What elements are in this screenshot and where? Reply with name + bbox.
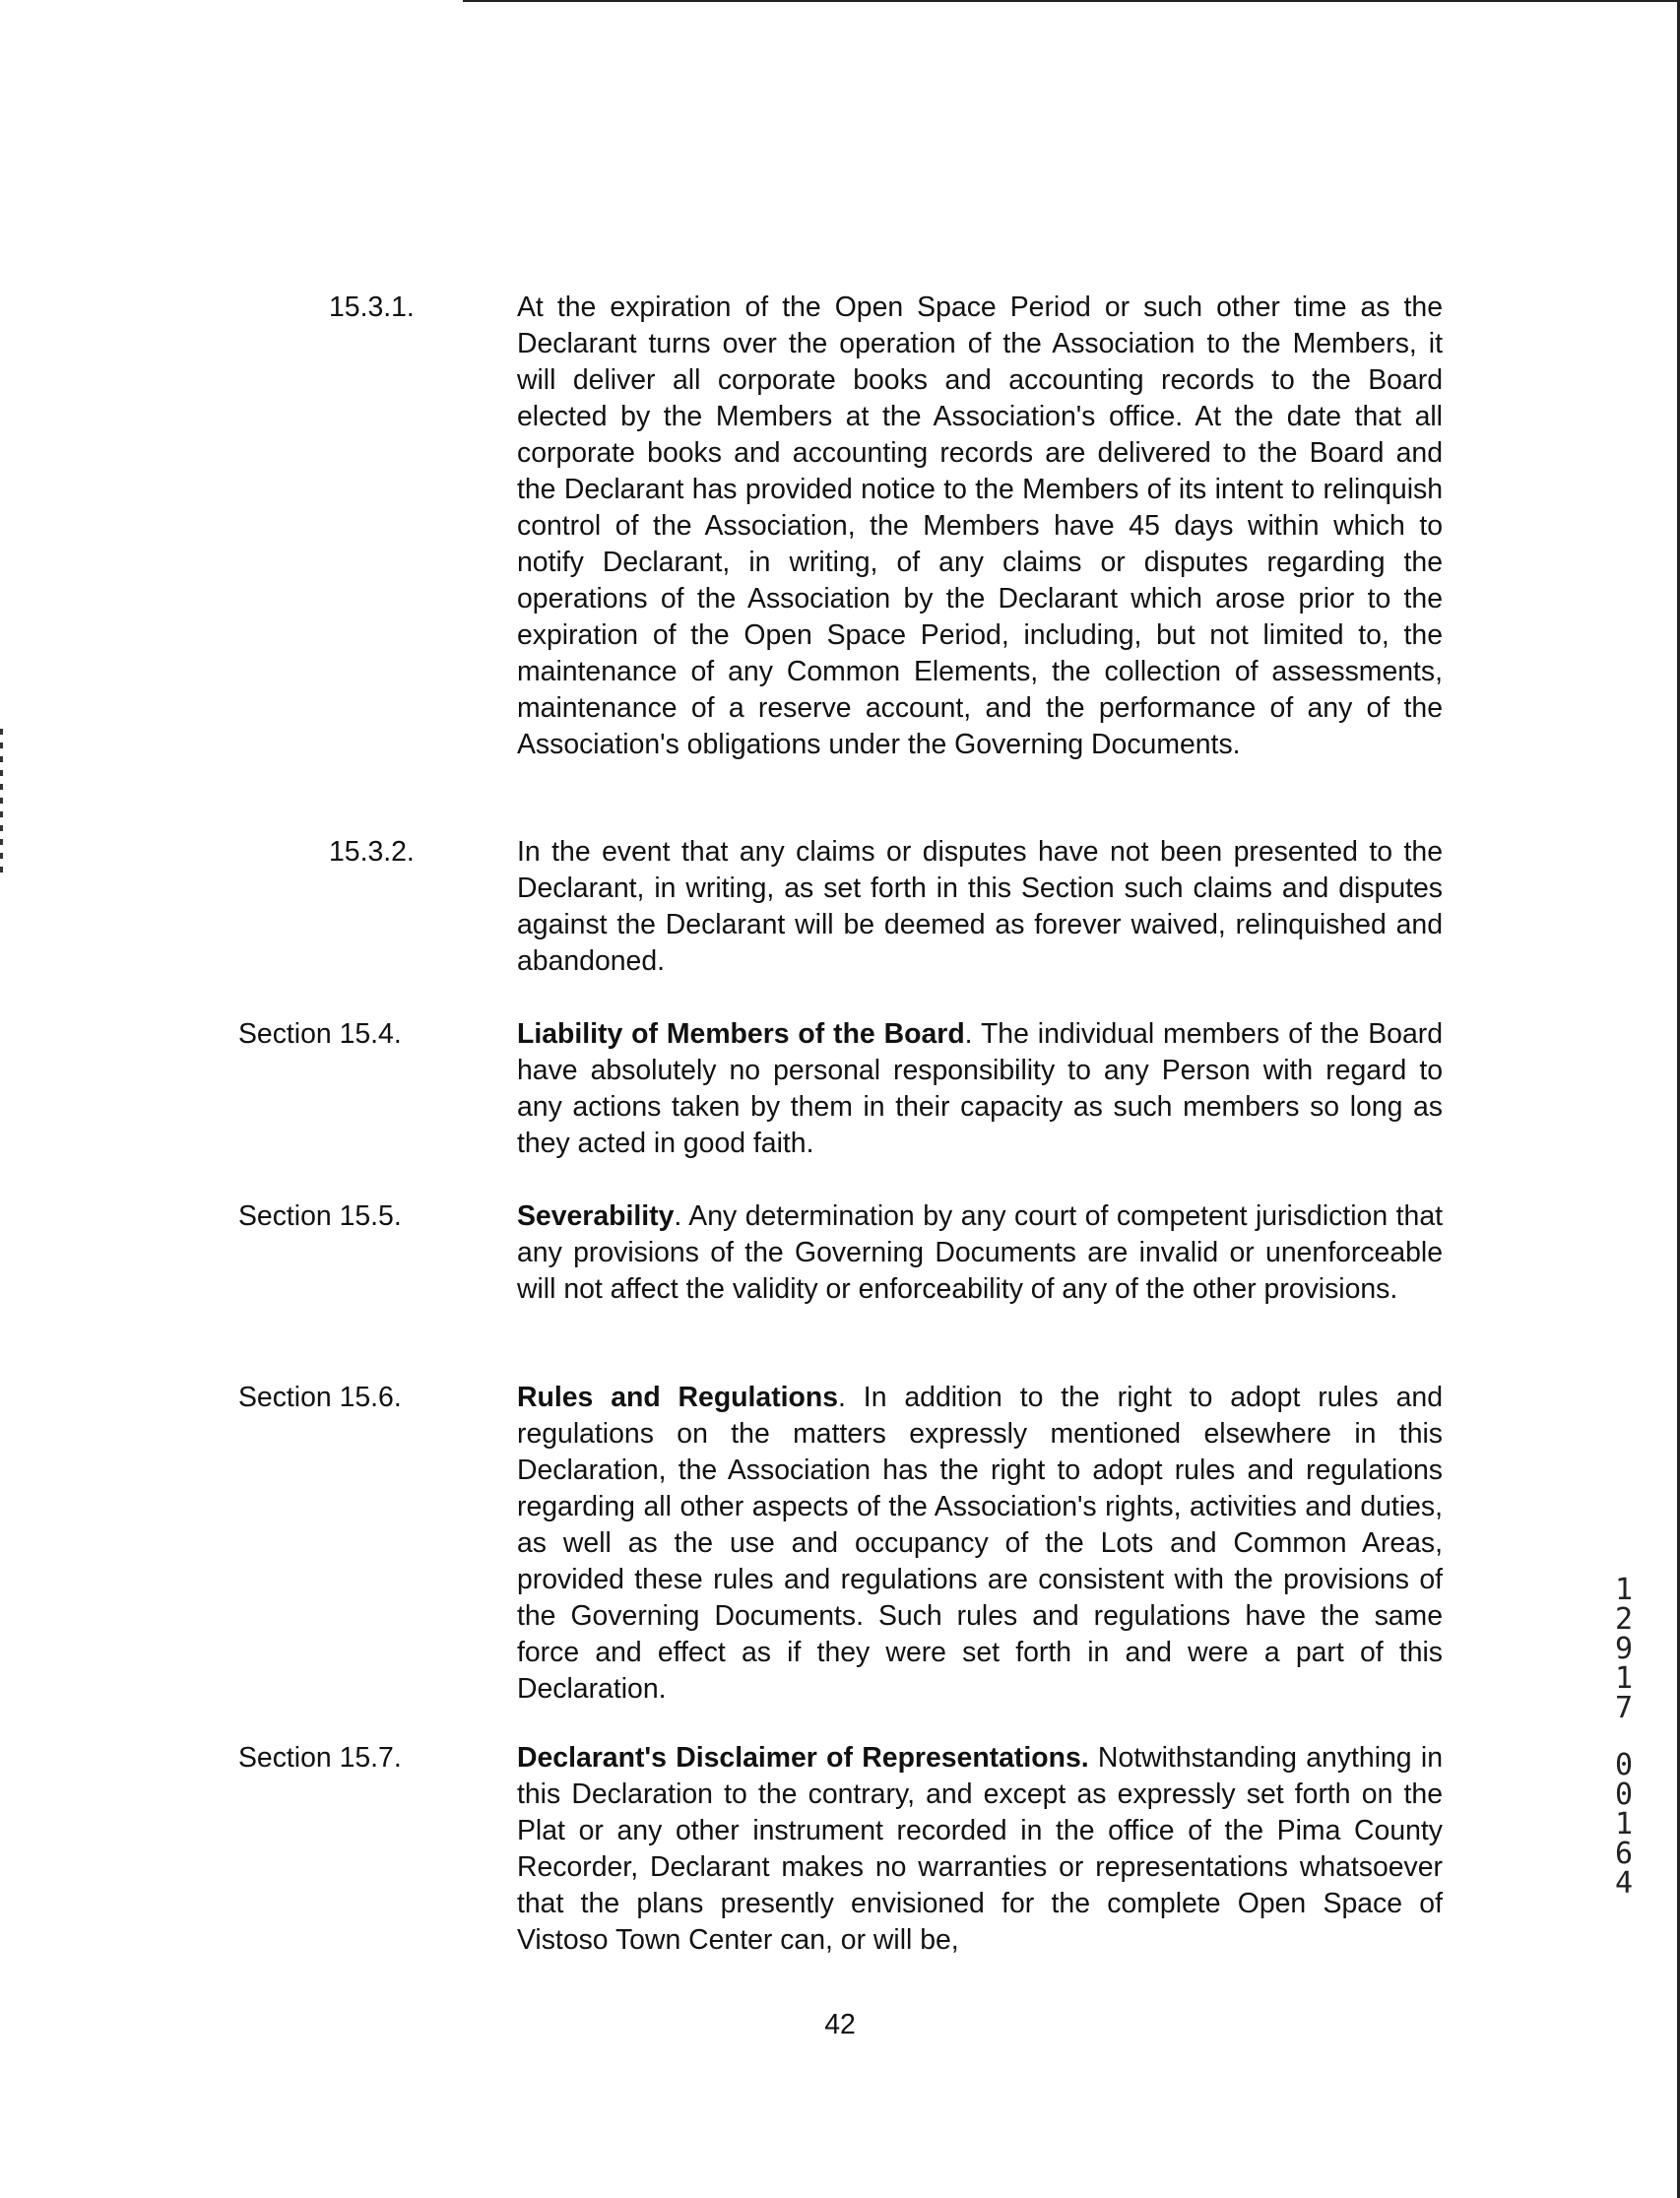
stamp-digit: 2 <box>1614 1602 1634 1637</box>
section-number: 15.3.2. <box>329 836 415 868</box>
stamp-page <box>1609 1748 1639 1901</box>
stamp-digit: 1 <box>1614 1573 1634 1607</box>
section-body <box>517 1740 1443 1959</box>
stamp-docket <box>1609 1573 1639 1725</box>
stamp-digit: 7 <box>1614 1691 1634 1725</box>
section-body-text: . The individual members of the Board have absolutely no personal responsibility to any Person with regard to any actions taken by them in their capacity as such members so long as they acted in good faith. <box>517 1018 1443 1159</box>
section-body <box>517 1380 1443 1708</box>
stamp-digit: 0 <box>1614 1778 1634 1812</box>
top-scan-border <box>463 0 1680 2</box>
stamp-digit: 1 <box>1614 1661 1634 1696</box>
section-title: Rules and Regulations <box>517 1382 839 1413</box>
section-title: Declarant's Disclaimer of Representations. <box>517 1742 1089 1774</box>
section-body <box>517 1198 1443 1308</box>
section-number: Section 15.5. <box>238 1200 402 1232</box>
section-body <box>517 290 1443 763</box>
section-body-text: . In addition to the right to adopt rules and regulations on the matters expressly mentioned elsewhere in this Declaration, the Association has the right to adopt rules and regulations regarding all other aspects of the Association's rights, activities and duties, as well as the use and occupancy of the Lots and Common Areas, provided these rules and regulations are consistent with the provisions of the Governing Documents. Such rules and regulations have the same force and effect as if they were set forth in and were a part of this Declaration. <box>517 1382 1443 1705</box>
stamp-digit: 6 <box>1614 1837 1634 1871</box>
stamp-digit: 0 <box>1614 1748 1634 1782</box>
left-scan-marks <box>0 729 3 876</box>
section-body-text: . Any determination by any court of competent jurisdiction that any provisions of the Governing Documents are invalid or unenforceable will not affect the validity or enforceability of any of the other provisions. <box>517 1200 1443 1305</box>
section-body-text: Notwithstanding anything in this Declaration to the contrary, and except as expressly set forth on the Plat or any other instrument recorded in the office of the Pima County Recorder, Declarant makes no warranties or representations whatsoever that the plans presently envisioned for the complete Open Space of Vistoso Town Center can, or will be, <box>517 1742 1443 1956</box>
section-body-text: In the event that any claims or disputes have not been presented to the Declarant, in writing, as set forth in this Section such claims and disputes against the Declarant will be deemed as forever waived, relinquished and abandoned. <box>517 836 1443 977</box>
section-title: Liability of Members of the Board <box>517 1018 965 1050</box>
section-body <box>517 834 1443 980</box>
stamp-digit: 9 <box>1614 1632 1634 1666</box>
section-title: Severability <box>517 1200 675 1232</box>
section-number: Section 15.6. <box>238 1382 402 1413</box>
page-number: 42 <box>824 2009 856 2040</box>
section-body-text: At the expiration of the Open Space Period or such other time as the Declarant turns over the operation of the Association to the Members, it will deliver all corporate books and accounting records to the Board elected by the Members at the Association's office. At the date that all corporate books and accounting records are delivered to the Board and the Declarant has provided notice to the Members of its intent to relinquish control of the Association, the Members have 45 days within which to notify Declarant, in writing, of any claims or disputes regarding the operations of the Association by the Declarant which arose prior to the expiration of the Open Space Period, including, but not limited to, the maintenance of any Common Elements, the collection of assessments, maintenance of a reserve account, and the performance of any of the Association's obligations under the Governing Documents. <box>517 291 1443 760</box>
section-body <box>517 1016 1443 1162</box>
section-number: 15.3.1. <box>329 291 415 323</box>
section-number: Section 15.7. <box>238 1742 402 1774</box>
section-number: Section 15.4. <box>238 1018 402 1050</box>
recording-stamp <box>1609 1573 1639 1901</box>
stamp-digit: 1 <box>1614 1807 1634 1842</box>
stamp-digit: 4 <box>1614 1866 1634 1901</box>
